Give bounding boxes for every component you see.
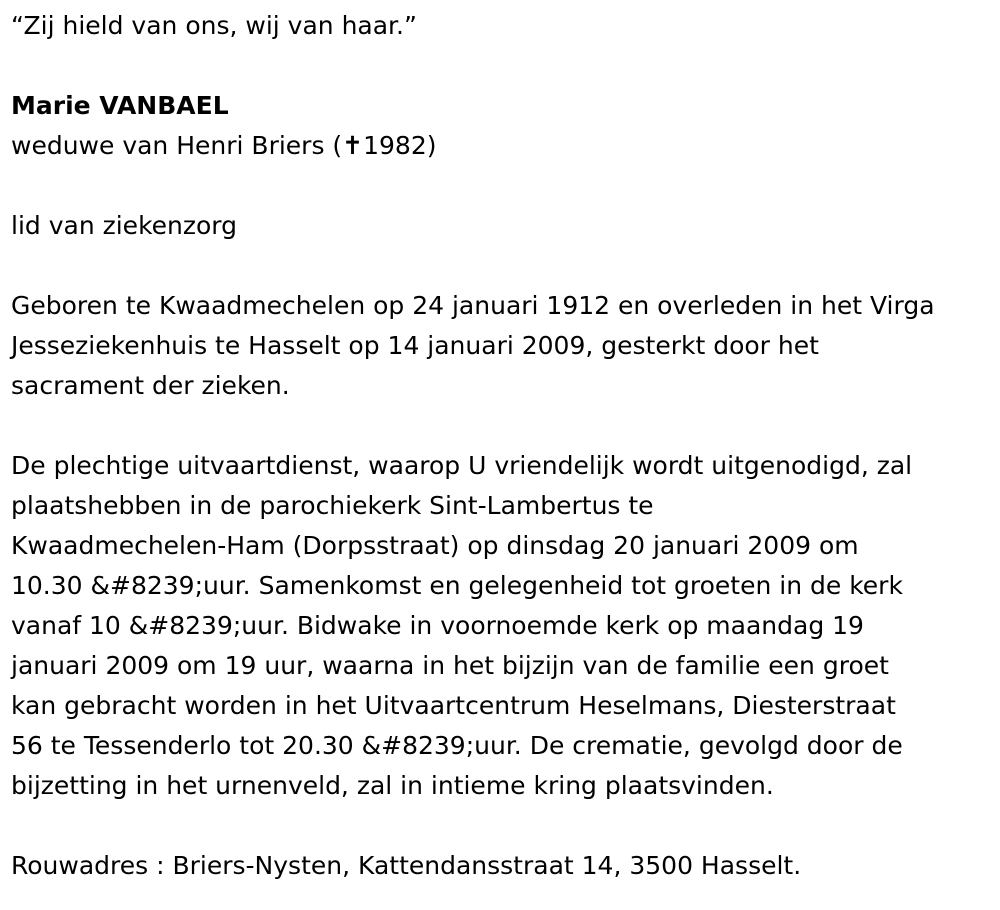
motto-quote: “Zij hield van ons, wij van haar.”	[11, 11, 417, 40]
mourning-address: Rouwadres : Briers-Nysten, Kattendansstraat 14, 3500 Hasselt.	[11, 851, 802, 880]
paragraph-line: bijzetting in het urnenveld, zal in intieme kring plaatsvinden.	[11, 771, 774, 800]
deceased-name: Marie VANBAEL	[11, 91, 229, 120]
paragraph-line: kan gebracht worden in het Uitvaartcentrum Heselmans, Diesterstraat	[11, 691, 896, 720]
paragraph-line: sacrament der zieken.	[11, 371, 290, 400]
paragraph-line: De plechtige uitvaartdienst, waarop U vriendelijk wordt uitgenodigd, zal	[11, 451, 913, 480]
spacer	[11, 246, 991, 286]
paragraph-line: 56 te Tessenderlo tot 20.30 &#8239;uur. De crematie, gevolgd door de	[11, 731, 903, 760]
paragraph-line: Kwaadmechelen-Ham (Dorpsstraat) op dinsdag 20 januari 2009 om	[11, 531, 859, 560]
spacer	[11, 166, 991, 206]
spacer	[11, 46, 991, 86]
paragraph-line: plaatshebben in de parochiekerk Sint-Lambertus te	[11, 491, 654, 520]
spacer	[11, 406, 991, 446]
paragraph-line: vanaf 10 &#8239;uur. Bidwake in voornoemde kerk op maandag 19	[11, 611, 864, 640]
obituary-notice	[11, 6, 991, 886]
paragraph-line: Geboren te Kwaadmechelen op 24 januari 1912 en overleden in het Virga	[11, 291, 935, 320]
birth-death-paragraph	[11, 286, 991, 406]
paragraph-line: 10.30 &#8239;uur. Samenkomst en gelegenheid tot groeten in de kerk	[11, 571, 903, 600]
membership-line: lid van ziekenzorg	[11, 211, 238, 240]
funeral-paragraph	[11, 446, 991, 806]
paragraph-line: januari 2009 om 19 uur, waarna in het bijzijn van de familie een groet	[11, 651, 889, 680]
paragraph-line: Jesseziekenhuis te Hasselt op 14 januari 2009, gesterkt door het	[11, 331, 819, 360]
widow-line: weduwe van Henri Briers (✝1982)	[11, 131, 437, 160]
spacer	[11, 806, 991, 846]
